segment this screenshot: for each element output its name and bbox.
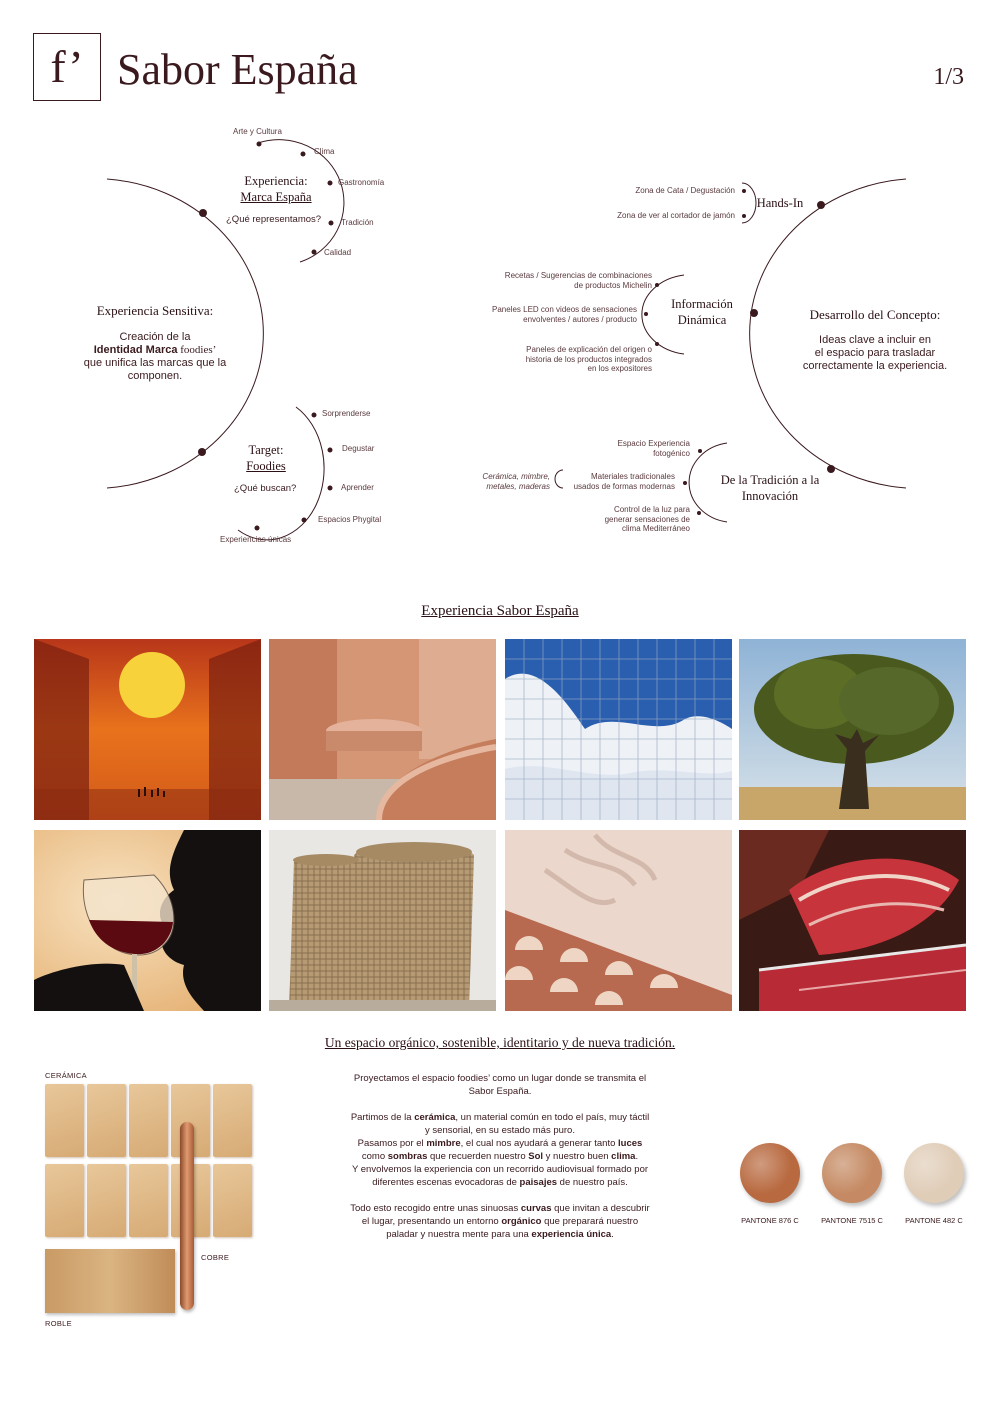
photo-wine-glass [34,830,261,1011]
material-label-cobre: COBRE [201,1253,230,1262]
left-main-title: Experiencia Sensitiva: [96,303,214,318]
info-title: Información Dinámica [671,297,733,327]
photo-sun-hall [34,639,261,820]
photo-wicker-baskets [269,830,496,1011]
bottom-question: ¿Qué buscan? [234,483,297,494]
pantone-label: PANTONE 482 C [905,1216,963,1225]
right-main-body: Ideas clave a incluir en el espacio para trasladar correctamente la experiencia. [802,334,948,372]
pantone-label: PANTONE 7515 C [821,1216,883,1225]
concept-text: Proyectamos el espacio foodies’ como un lugar donde se transmita el Sabor España. Partimos de la cerámica, un material común en todo el país, muy táctil y sensorial, en su estado más puro. Pasamos por el mimbre, el cual nos ayudará a generar tanto luces como sombras que recuerden nuestro Sol y nuestro buen clima. Y envolvemos la experiencia con un recorrido audiovisual formado por diferentes escenas evocadoras de paisajes de nuestro país. Todo esto recogido entre unas sinuosas curvas que invitan a descubrir el lugar, presentando un entorno orgánico que preparará nuestro paladar y nuestra mente para una experiencia única. [350,1073,650,1240]
bottom-sub-title: Target: Foodies [246,443,286,473]
right-main-title: Desarrollo del Concepto: [809,307,941,322]
copper-tube [180,1122,194,1310]
photo-jamon [739,830,966,1011]
bottom-item: Degustar [342,444,375,453]
trad-item: Control de la luz para generar sensaciones de clima Mediterráneo [604,505,690,533]
concept-diagram [0,110,1000,560]
top-item: Tradición [341,218,374,227]
bottom-item: Experiencias únicas [220,535,292,544]
hands-in-item: Zona de Cata / Degustación [635,186,735,195]
ceramic-tiles [45,1084,255,1244]
info-item: Paneles de explicación del origen o historia de los productos integrados en los expositores [525,345,652,373]
material-label-ceramica: CERÁMICA [45,1071,87,1080]
info-item: Paneles LED con videos de sensaciones envolventes / autores / producto [492,305,637,324]
info-item: Recetas / Sugerencias de combinaciones de productos Michelin [504,271,652,290]
top-question: ¿Qué representamos? [226,214,322,225]
trad-subitem: Cerámica, mimbre, metales, maderas [482,472,550,491]
trad-item: Espacio Experiencia fotogénico [617,439,690,458]
concept-title: Un espacio orgánico, sostenible, identitario y de nueva tradición. [324,1035,676,1050]
oak-sample [45,1249,175,1313]
photo-sky-grid [505,639,732,820]
top-item: Arte y Cultura [233,127,282,136]
trad-item: Materiales tradicionales usados de formas modernas [573,472,675,491]
bottom-item: Sorprenderse [322,409,371,418]
page-number: 1/3 [933,64,964,90]
photo-terracotta-interior [269,639,496,820]
pantone-swatch [740,1143,800,1203]
material-label-roble: ROBLE [45,1319,72,1328]
gallery-title: Experiencia Sabor España [421,603,579,619]
trad-title: De la Tradición a la Innovación [720,473,820,503]
hands-in-item: Zona de ver al cortador de jamón [617,211,735,220]
photo-tiles-shadow [505,830,732,1011]
bottom-item: Espacios Phygital [318,515,382,524]
top-item: Calidad [324,248,352,257]
top-item: Gastronomía [338,178,385,187]
pantone-swatch [822,1143,882,1203]
hands-in-title: Hands-In [756,196,804,210]
page-title: Sabor España [117,45,358,94]
bottom-item: Aprender [341,483,374,492]
photo-oak-tree [739,639,966,820]
logo-glyph: f’ [50,41,84,92]
pantone-swatch [904,1143,964,1203]
top-sub-title: Experiencia: Marca España [240,174,312,204]
left-main-body: Creación de la Identidad Marca foodies’ que unifica las marcas que la componen. [83,331,227,382]
logo [33,33,101,101]
pantone-label: PANTONE 876 C [741,1216,799,1225]
top-item: Clima [314,147,335,156]
